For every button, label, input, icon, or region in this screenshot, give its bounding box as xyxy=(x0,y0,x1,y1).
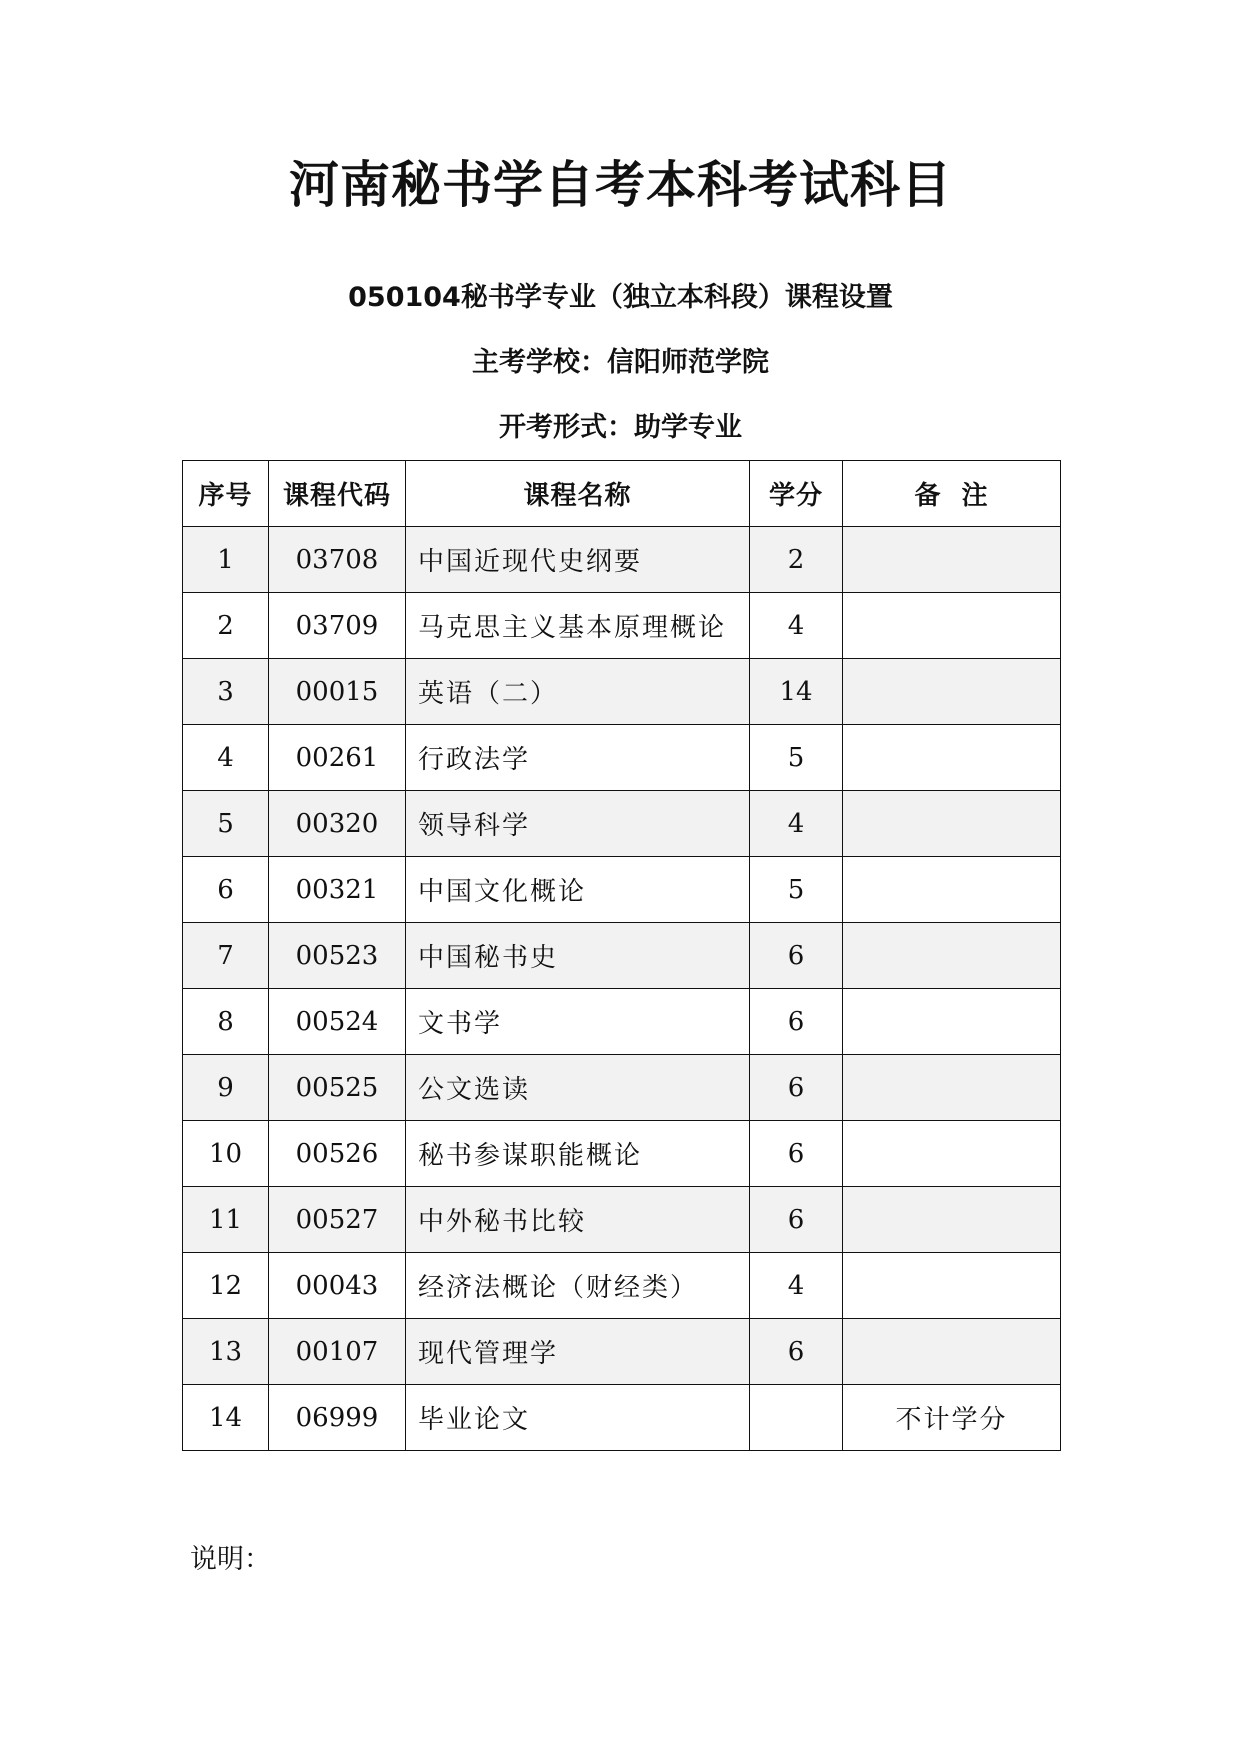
cell-note xyxy=(843,725,1061,791)
cell-seq: 14 xyxy=(183,1385,269,1451)
table-row xyxy=(183,1319,1061,1385)
cell-name: 毕业论文 xyxy=(406,1385,750,1451)
cell-seq: 2 xyxy=(183,593,269,659)
cell-name: 文书学 xyxy=(406,989,750,1055)
cell-code: 00523 xyxy=(269,923,406,989)
cell-code: 00107 xyxy=(269,1319,406,1385)
table-row xyxy=(183,1385,1061,1451)
table-row xyxy=(183,1187,1061,1253)
cell-code: 00321 xyxy=(269,857,406,923)
table-row xyxy=(183,1121,1061,1187)
header-code: 课程代码 xyxy=(269,461,406,527)
cell-note: 不计学分 xyxy=(843,1385,1061,1451)
cell-seq: 3 xyxy=(183,659,269,725)
cell-credit: 6 xyxy=(750,1055,843,1121)
table-row xyxy=(183,725,1061,791)
cell-note xyxy=(843,923,1061,989)
cell-code: 00320 xyxy=(269,791,406,857)
cell-seq: 4 xyxy=(183,725,269,791)
cell-name: 中外秘书比较 xyxy=(406,1187,750,1253)
cell-name: 中国秘书史 xyxy=(406,923,750,989)
cell-note xyxy=(843,857,1061,923)
cell-credit: 6 xyxy=(750,923,843,989)
cell-name: 马克思主义基本原理概论 xyxy=(406,593,750,659)
table-row xyxy=(183,527,1061,593)
course-table xyxy=(182,460,1061,1451)
table-row xyxy=(183,1253,1061,1319)
notes-label: 说明： xyxy=(190,1544,271,1575)
cell-note xyxy=(843,1253,1061,1319)
page-title: 河南秘书学自考本科考试科目 xyxy=(289,156,952,214)
cell-seq: 5 xyxy=(183,791,269,857)
cell-code: 00015 xyxy=(269,659,406,725)
cell-name: 秘书参谋职能概论 xyxy=(406,1121,750,1187)
table-row xyxy=(183,857,1061,923)
header-seq: 序号 xyxy=(183,461,269,527)
table-row xyxy=(183,1055,1061,1121)
cell-name: 中国文化概论 xyxy=(406,857,750,923)
cell-name: 现代管理学 xyxy=(406,1319,750,1385)
cell-seq: 8 xyxy=(183,989,269,1055)
cell-code: 00261 xyxy=(269,725,406,791)
cell-name: 经济法概论（财经类） xyxy=(406,1253,750,1319)
cell-name: 行政法学 xyxy=(406,725,750,791)
table-row xyxy=(183,593,1061,659)
header-credit: 学分 xyxy=(750,461,843,527)
cell-credit: 2 xyxy=(750,527,843,593)
cell-code: 00527 xyxy=(269,1187,406,1253)
table-row xyxy=(183,923,1061,989)
header-name: 课程名称 xyxy=(406,461,750,527)
table-row xyxy=(183,791,1061,857)
cell-note xyxy=(843,989,1061,1055)
cell-code: 00043 xyxy=(269,1253,406,1319)
cell-note xyxy=(843,1055,1061,1121)
cell-credit: 4 xyxy=(750,593,843,659)
cell-note xyxy=(843,593,1061,659)
cell-seq: 11 xyxy=(183,1187,269,1253)
cell-seq: 7 xyxy=(183,923,269,989)
cell-code: 03709 xyxy=(269,593,406,659)
cell-note xyxy=(843,791,1061,857)
cell-credit: 14 xyxy=(750,659,843,725)
table-row xyxy=(183,989,1061,1055)
cell-seq: 9 xyxy=(183,1055,269,1121)
cell-credit: 6 xyxy=(750,989,843,1055)
cell-code: 03708 xyxy=(269,527,406,593)
cell-credit xyxy=(750,1385,843,1451)
host-school: 主考学校：信阳师范学院 xyxy=(472,347,769,378)
table-row xyxy=(183,659,1061,725)
cell-note xyxy=(843,1121,1061,1187)
cell-seq: 13 xyxy=(183,1319,269,1385)
cell-seq: 12 xyxy=(183,1253,269,1319)
cell-name: 领导科学 xyxy=(406,791,750,857)
cell-code: 06999 xyxy=(269,1385,406,1451)
cell-credit: 6 xyxy=(750,1187,843,1253)
table-header-row xyxy=(183,461,1061,527)
cell-code: 00525 xyxy=(269,1055,406,1121)
header-note: 备 注 xyxy=(843,461,1061,527)
cell-note xyxy=(843,527,1061,593)
cell-credit: 6 xyxy=(750,1319,843,1385)
cell-credit: 6 xyxy=(750,1121,843,1187)
cell-seq: 10 xyxy=(183,1121,269,1187)
cell-name: 英语（二） xyxy=(406,659,750,725)
cell-note xyxy=(843,659,1061,725)
cell-note xyxy=(843,1319,1061,1385)
cell-code: 00524 xyxy=(269,989,406,1055)
cell-credit: 4 xyxy=(750,791,843,857)
cell-name: 中国近现代史纲要 xyxy=(406,527,750,593)
cell-note xyxy=(843,1187,1061,1253)
cell-name: 公文选读 xyxy=(406,1055,750,1121)
program-subtitle: 050104秘书学专业（独立本科段）课程设置 xyxy=(348,282,893,313)
cell-seq: 6 xyxy=(183,857,269,923)
cell-credit: 5 xyxy=(750,857,843,923)
cell-credit: 5 xyxy=(750,725,843,791)
cell-seq: 1 xyxy=(183,527,269,593)
cell-credit: 4 xyxy=(750,1253,843,1319)
exam-mode: 开考形式：助学专业 xyxy=(499,412,742,443)
cell-code: 00526 xyxy=(269,1121,406,1187)
